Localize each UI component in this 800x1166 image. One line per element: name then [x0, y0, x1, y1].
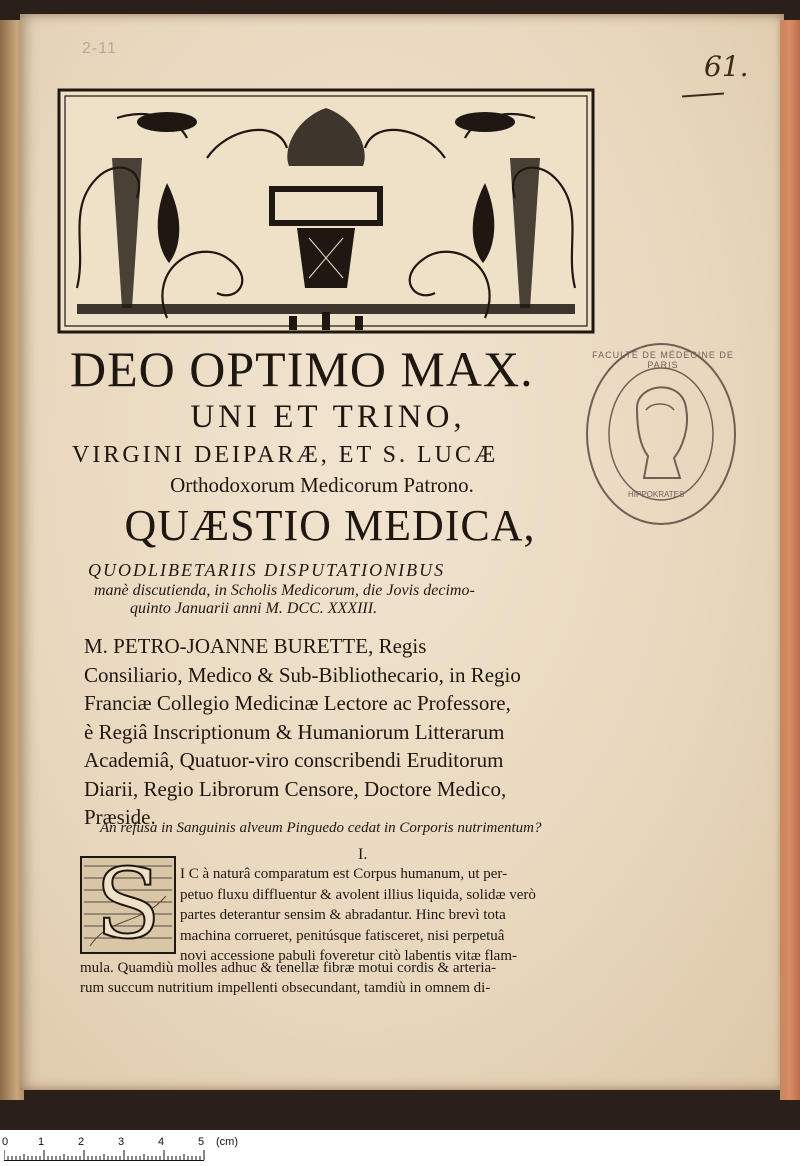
scale-unit: (cm) — [216, 1136, 238, 1148]
body-line: novi accessione pabuli foveretur citò labentis vitæ flam- — [180, 948, 517, 964]
body-line: rum succum nutritium impellenti obsecundant, tamdiù in omnem di- — [80, 980, 491, 996]
body-text-indented — [180, 864, 536, 967]
dropcap-letter: S — [95, 848, 161, 960]
body-line: petuo fluxu diffluentur & avolent illius liquida, solidæ verò — [180, 886, 536, 903]
dedication-line-3: VIRGINI DEIPARÆ, ET S. LUCÆ — [72, 442, 499, 468]
body-line: I C à naturâ comparatum est Corpus humanum, ut per- — [180, 866, 508, 882]
scale-tick-label: 1 — [38, 1136, 45, 1148]
dropcap-block — [80, 848, 176, 960]
praeses-block — [84, 632, 521, 832]
right-page-edge — [780, 20, 800, 1100]
dedication-line-1: DEO OPTIMO MAX. — [70, 341, 534, 397]
body-text-full — [80, 958, 496, 998]
praeses-line: Franciæ Collegio Medicinæ Lectore ac Professore, — [84, 691, 511, 715]
scale-ticks — [4, 1150, 206, 1162]
body-line: machina corrueret, penitúsque fatisceret, nisi perpetuâ — [180, 927, 505, 944]
stamp-ring-text: FACULTÉ DE MÉDECINE DE PARIS — [592, 350, 734, 370]
scale-tick-label: 5 — [198, 1136, 205, 1148]
stamp-label: HIPPOKRATES — [628, 490, 685, 499]
dedication-line-4: Orthodoxorum Medicorum Patrono. — [170, 473, 474, 497]
scale-tick-label: 2 — [78, 1136, 85, 1148]
body-line: mula. Quamdiù molles adhuc & tenellæ fibræ motui cordis & arteria- — [80, 960, 497, 976]
pencil-margin-note: 2-11 — [82, 40, 117, 57]
praeses-line: Præside. — [84, 805, 156, 829]
headpiece-ornament — [57, 88, 595, 334]
body-line: partes deterantur sensim & abradantur. Hinc brevì tota — [180, 907, 506, 923]
dedication-line-2: UNI ET TRINO, — [190, 399, 466, 435]
question-title: An refusa in Sanguinis alveum Pinguedo cedat in Corporis nutrimentum? — [100, 820, 542, 836]
date-line-1: manè discutienda, in Scholis Medicorum, die Jovis decimo- — [94, 582, 475, 599]
date-line-2: quinto Januarii anni M. DCC. XXXIII. — [130, 600, 378, 617]
scale-tick-label: 4 — [158, 1136, 165, 1148]
praeses-line: Diarii, Regio Librorum Censore, Doctore Medico, — [84, 776, 507, 801]
praeses-line: è Regiâ Inscriptionum & Humaniorum Litterarum — [84, 719, 505, 744]
section-number: I. — [358, 846, 368, 863]
folio-number: 61. — [704, 50, 749, 83]
scale-tick-label: 0 — [2, 1136, 9, 1148]
praeses-line: M. PETRO-JOANNE BURETTE, Regis — [84, 634, 427, 658]
praeses-line: Consiliario, Medico & Sub-Bibliothecario, in Regio — [84, 662, 521, 687]
disputation-line: QUODLIBETARIIS DISPUTATIONIBUS — [88, 560, 446, 580]
quaestio-heading: QUÆSTIO MEDICA, — [124, 501, 536, 550]
scale-tick-label: 3 — [118, 1136, 125, 1148]
praeses-line: Academiâ, Quatuor-viro conscribendi Eruditorum — [84, 748, 504, 772]
